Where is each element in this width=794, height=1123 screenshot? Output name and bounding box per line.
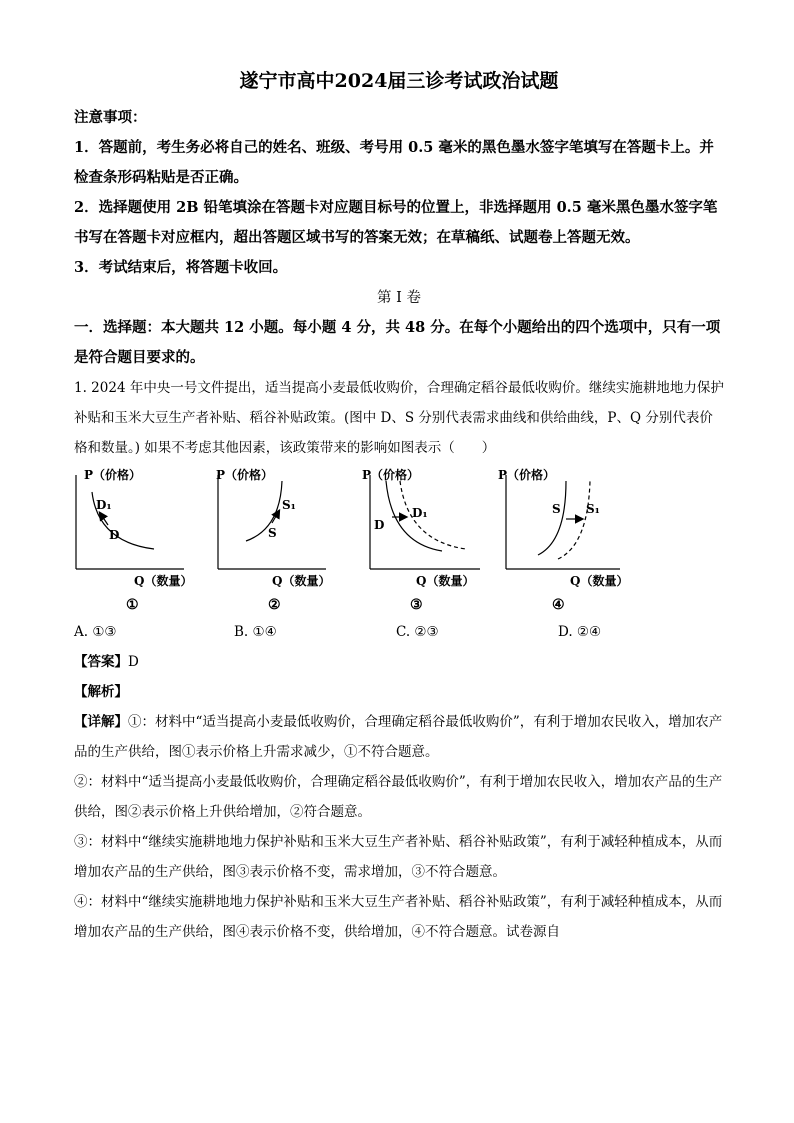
answer-options bbox=[74, 617, 724, 647]
graph-1 bbox=[74, 467, 214, 615]
detail-paragraph-1 bbox=[74, 707, 724, 767]
notice-item-2: 2．选择题使用 2B 铅笔填涂在答题卡对应题目标号的位置上，非选择题用 0.5 毫米黑色墨水签字笔书写在答题卡对应框内，超出答题区域书写的答案无效；在草稿纸、试题卷上答题无效。 bbox=[74, 199, 718, 246]
graph-2-number: ② bbox=[268, 597, 281, 613]
answer-label: 【答案】 bbox=[74, 654, 128, 670]
graph-3-curve-d1: D₁ bbox=[412, 506, 428, 520]
graph-4-q-label: Q（数量） bbox=[570, 574, 629, 588]
notice-heading: 注意事项： bbox=[74, 109, 147, 126]
exam-page bbox=[74, 66, 724, 947]
graph-3 bbox=[362, 467, 502, 615]
graph-2-curve-s: S bbox=[268, 526, 277, 540]
supply-curve bbox=[538, 481, 566, 555]
option-a[interactable]: A. ①③ bbox=[74, 624, 117, 640]
question-stem: 1. 2024 年中央一号文件提出，适当提高小麦最低收购价，合理确定稻谷最低收购价。继续实施耕地地力保护补贴和玉米大豆生产者补贴、稻谷补贴政策。(图中 D、S 分别代表需求曲线和供给曲线，P、Q 分别代表价格和数量。) 如果不考虑其他因素，该政策带来的影响如图表示（ ） bbox=[74, 380, 724, 456]
graph-1-curve-d: D bbox=[109, 528, 120, 542]
detail-paragraph-3: ③：材料中“继续实施耕地地力保护补贴和玉米大豆生产者补贴、稻谷补贴政策”，有利于减轻种植成本，从而增加农产品的生产供给，图③表示价格不变，需求增加，③不符合题意。 bbox=[74, 834, 723, 880]
demand-curve-shifted bbox=[400, 481, 466, 549]
option-d[interactable]: D. ②④ bbox=[558, 624, 602, 640]
graph-1-number: ① bbox=[126, 597, 139, 613]
graph-2-q-label: Q（数量） bbox=[272, 574, 331, 588]
notice-item-1: 1．答题前，考生务必将自己的姓名、班级、考号用 0.5 毫米的黑色墨水签字笔填写在答题卡上。并检查条形码粘贴是否正确。 bbox=[74, 139, 714, 186]
detail-paragraph-2: ②：材料中“适当提高小麦最低收购价，合理确定稻谷最低收购价”，有利于增加农民收入，增加农产品的生产供给，图②表示价格上升供给增加，②符合题意。 bbox=[74, 774, 723, 820]
option-c[interactable]: C. ②③ bbox=[396, 624, 439, 640]
option-b[interactable]: B. ①④ bbox=[234, 624, 277, 640]
graph-4-curve-s: S bbox=[552, 502, 561, 516]
page-title: 遂宁市高中2024届三诊考试政治试题 bbox=[239, 70, 559, 92]
supply-curve-shifted bbox=[558, 481, 590, 559]
analysis-label: 【解析】 bbox=[74, 684, 128, 700]
detail-label: 【详解】 bbox=[74, 714, 128, 730]
answer-line bbox=[74, 647, 724, 677]
detail-text-1: ①：材料中“适当提高小麦最低收购价，合理确定稻谷最低收购价”，有利于增加农民收入，增加农产品的生产供给，图①表示价格上升需求减少，①不符合题意。 bbox=[74, 714, 723, 760]
answer-value: D bbox=[128, 654, 139, 670]
graph-3-curve-d: D bbox=[374, 518, 385, 532]
notice-item-3: 3．考试结束后，将答题卡收回。 bbox=[74, 259, 288, 276]
graph-1-p-label: P（价格） bbox=[84, 468, 142, 482]
detail-paragraph-4: ④：材料中“继续实施耕地地力保护补贴和玉米大豆生产者补贴、稻谷补贴政策”，有利于减轻种植成本，从而增加农产品的生产供给，图④表示价格不变，供给增加，④不符合题意。试卷源自 bbox=[74, 894, 723, 940]
graph-3-p-label: P（价格） bbox=[362, 468, 420, 482]
graph-3-q-label: Q（数量） bbox=[416, 574, 475, 588]
graph-4-p-label: P（价格） bbox=[498, 468, 556, 482]
graph-4 bbox=[498, 467, 648, 615]
graph-2-p-label: P（价格） bbox=[216, 468, 274, 482]
question-graphs bbox=[74, 467, 724, 617]
graph-1-curve-d1: D₁ bbox=[96, 498, 112, 512]
graph-4-curve-s1: S₁ bbox=[586, 502, 600, 516]
part-one-instructions: 一．选择题：本大题共 12 小题。每小题 4 分，共 48 分。在每个小题给出的四个选项中，只有一项是符合题目要求的。 bbox=[74, 319, 721, 366]
graph-2 bbox=[216, 467, 356, 615]
section-title: 第 I 卷 bbox=[377, 290, 421, 306]
graph-2-curve-s1: S₁ bbox=[282, 498, 296, 512]
graph-4-number: ④ bbox=[552, 597, 565, 613]
graph-3-number: ③ bbox=[410, 597, 423, 613]
graph-1-q-label: Q（数量） bbox=[134, 574, 193, 588]
